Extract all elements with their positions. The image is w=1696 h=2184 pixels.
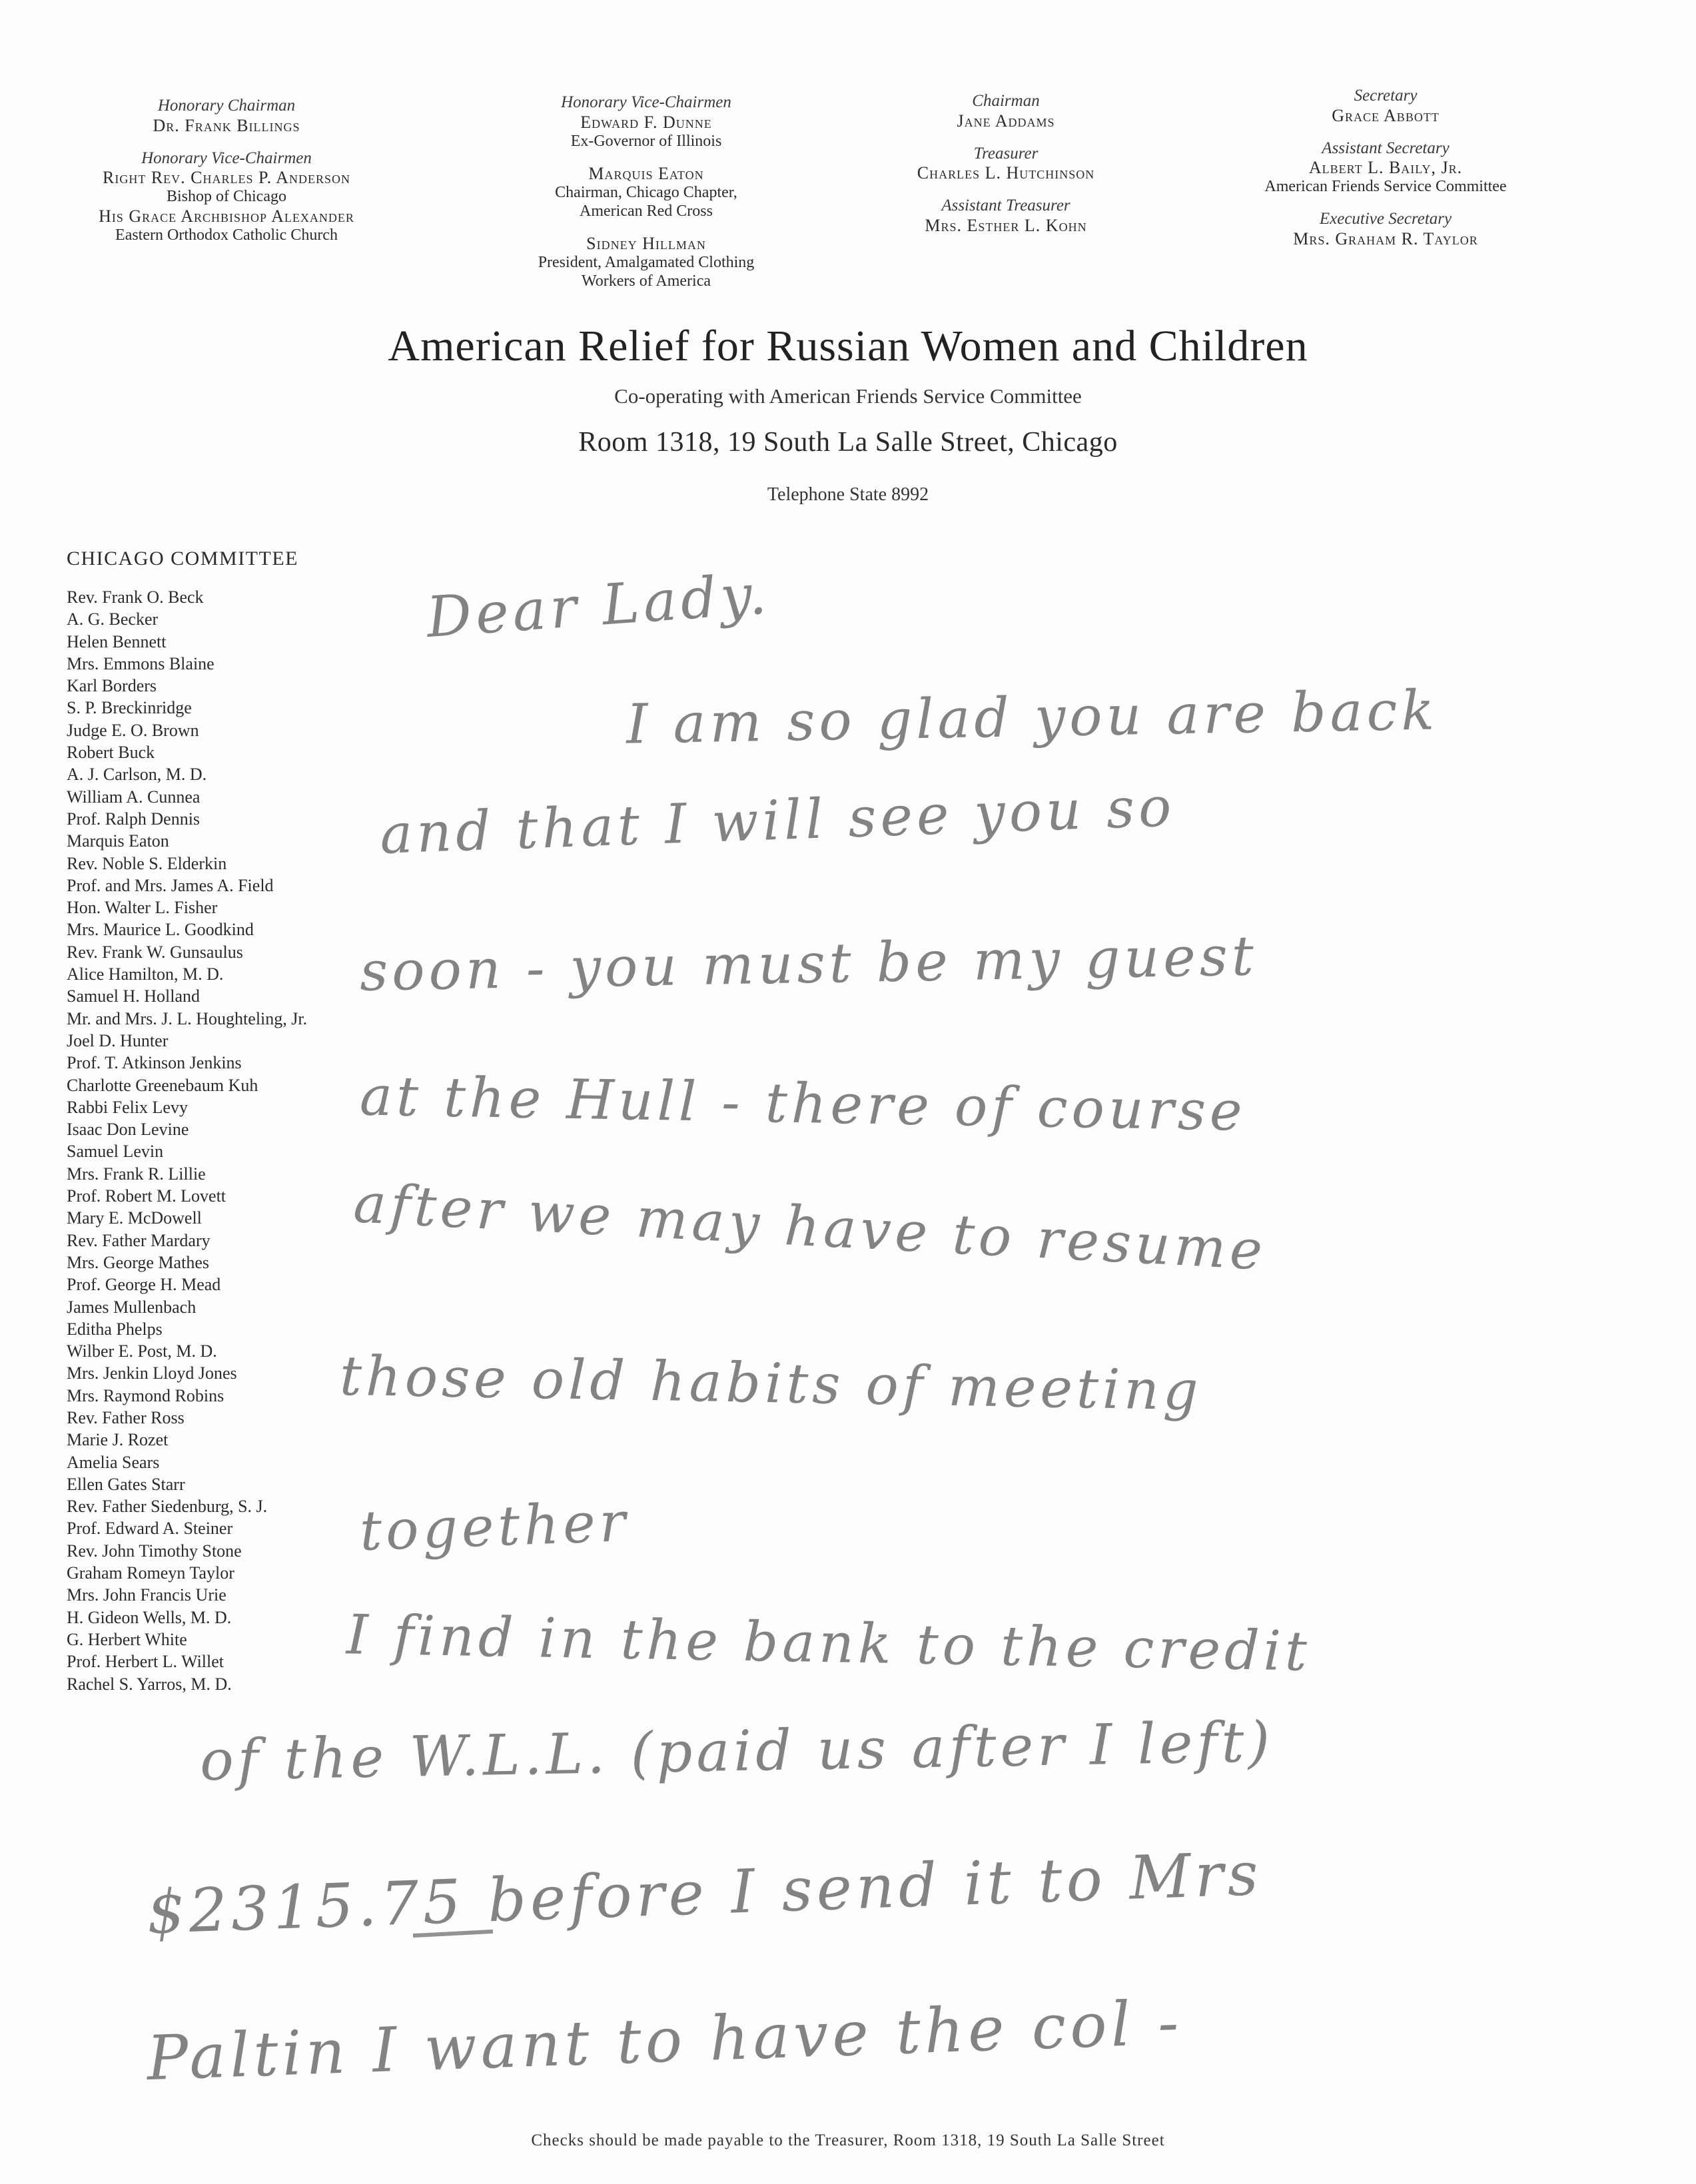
- committee-member: G. Herbert White: [67, 1629, 187, 1649]
- committee-member: Mrs. Maurice L. Goodkind: [67, 920, 254, 940]
- committee-member: S. P. Breckinridge: [67, 698, 192, 718]
- assistant-secretary-role: Assistant Secretary: [1322, 139, 1450, 157]
- honorary-chairman-role: Honorary Chairman: [157, 97, 296, 115]
- committee-member: Mrs. Frank R. Lillie: [67, 1164, 206, 1184]
- executive-secretary-role: Executive Secretary: [1319, 209, 1452, 228]
- committee-member: Rev. Frank O. Beck: [67, 587, 204, 607]
- handwritten-line: I am so glad you are back: [626, 679, 1439, 757]
- chairman-name: Jane Addams: [957, 111, 1055, 131]
- footer-note: Checks should be made payable to the Treasurer, Room 1318, 19 South La Salle Street: [531, 2131, 1165, 2149]
- secretary-name: Grace Abbott: [1332, 105, 1440, 125]
- vice-chairman-note: Chairman, Chicago Chapter,: [555, 184, 737, 202]
- committee-member: Mr. and Mrs. J. L. Houghteling, Jr.: [67, 1008, 308, 1028]
- committee-member: Rabbi Felix Levy: [67, 1097, 188, 1117]
- vice-chairman-note: Eastern Orthodox Catholic Church: [115, 226, 338, 244]
- committee-member: Rev. Father Siedenburg, S. J.: [67, 1497, 268, 1517]
- vice-chairman-name: Marquis Eaton: [588, 164, 704, 184]
- vice-chairman-note: Ex-Governor of Illinois: [570, 132, 722, 150]
- assistant-treasurer-role: Assistant Treasurer: [941, 196, 1070, 215]
- handwritten-line: after we may have to resume: [352, 1172, 1268, 1283]
- committee-member: Prof. Ralph Dennis: [67, 809, 201, 829]
- vice-chairman-note: American Red Cross: [580, 202, 713, 220]
- committee-member: H. Gideon Wells, M. D.: [67, 1607, 232, 1627]
- committee-member: Mrs. Raymond Robins: [67, 1385, 224, 1405]
- committee-member: A. J. Carlson, M. D.: [67, 765, 207, 785]
- committee-member: Rev. Father Ross: [67, 1407, 185, 1427]
- treasurer-name: Charles L. Hutchinson: [917, 163, 1095, 183]
- committee-member: Joel D. Hunter: [67, 1030, 169, 1050]
- committee-member: Amelia Sears: [67, 1452, 160, 1472]
- organization-subtitle: Co-operating with American Friends Service Committee: [614, 384, 1082, 408]
- committee-member: Charlotte Greenebaum Kuh: [67, 1075, 258, 1095]
- committee-heading: CHICAGO COMMITTEE: [67, 547, 298, 569]
- committee-member: Mrs. George Mathes: [67, 1252, 209, 1272]
- vice-chairman-name: His Grace Archbishop Alexander: [99, 206, 354, 226]
- committee-member: Marie J. Rozet: [67, 1430, 169, 1450]
- committee-member: Prof. Edward A. Steiner: [67, 1519, 233, 1539]
- committee-member: Rev. Noble S. Elderkin: [67, 853, 227, 873]
- handwritten-line: of the W.L.L. (paid us after I left): [199, 1708, 1274, 1794]
- committee-member: Wilber E. Post, M. D.: [67, 1341, 217, 1361]
- treasurer-role: Treasurer: [973, 144, 1039, 163]
- honorary-chairman-name: Dr. Frank Billings: [153, 115, 300, 135]
- committee-member: Rachel S. Yarros, M. D.: [67, 1674, 232, 1694]
- committee-member: Graham Romeyn Taylor: [67, 1563, 234, 1583]
- committee-member: Prof. Robert M. Lovett: [67, 1186, 226, 1206]
- committee-member: Judge E. O. Brown: [67, 720, 199, 740]
- vice-chairman-name: Edward F. Dunne: [580, 112, 712, 132]
- vice-chairman-note: Workers of America: [582, 272, 711, 290]
- assistant-treasurer-name: Mrs. Esther L. Kohn: [925, 216, 1087, 236]
- committee-member: Isaac Don Levine: [67, 1120, 189, 1140]
- handwritten-line: $2315.75 before I send it to Mrs: [145, 1838, 1264, 1948]
- vice-chairman-note: President, Amalgamated Clothing: [538, 254, 755, 272]
- committee-member: Rev. John Timothy Stone: [67, 1541, 242, 1561]
- handwritten-line: I find in the bank to the credit: [346, 1603, 1312, 1684]
- organization-address: Room 1318, 19 South La Salle Street, Chicago: [578, 427, 1118, 458]
- committee-member: Robert Buck: [67, 743, 155, 763]
- committee-member: Hon. Walter L. Fisher: [67, 898, 218, 918]
- handwritten-line: Paltin I want to have the col -: [145, 1986, 1184, 2095]
- committee-member: James Mullenbach: [67, 1297, 197, 1317]
- executive-secretary-name: Mrs. Graham R. Taylor: [1293, 228, 1478, 248]
- committee-member: Mrs. Jenkin Lloyd Jones: [67, 1363, 237, 1383]
- committee-member: Ellen Gates Starr: [67, 1474, 185, 1494]
- vice-chairman-name: Sidney Hillman: [586, 234, 706, 254]
- handwritten-line: Dear Lady.: [424, 561, 773, 650]
- committee-member: Karl Borders: [67, 676, 157, 696]
- assistant-secretary-name: Albert L. Baily, Jr.: [1308, 158, 1463, 178]
- vice-chairman-note: Bishop of Chicago: [167, 188, 286, 206]
- committee-member: Rev. Father Mardary: [67, 1230, 211, 1250]
- committee-member: Helen Bennett: [67, 631, 167, 651]
- committee-member: Samuel Levin: [67, 1142, 164, 1162]
- chairman-role: Chairman: [972, 92, 1040, 110]
- committee-member: Mrs. John Francis Urie: [67, 1585, 226, 1605]
- handwritten-line: those old habits of meeting: [339, 1344, 1203, 1423]
- committee-member: Rev. Frank W. Gunsaulus: [67, 942, 243, 962]
- committee-member: Marquis Eaton: [67, 831, 169, 851]
- committee-member: Mary E. McDowell: [67, 1208, 202, 1228]
- committee-member: Mrs. Emmons Blaine: [67, 653, 214, 673]
- honorary-vice-chairmen-role: Honorary Vice-Chairmen: [561, 93, 731, 111]
- handwritten-line: together: [358, 1490, 631, 1564]
- committee-member: Editha Phelps: [67, 1319, 163, 1339]
- honorary-vice-chairmen-role: Honorary Vice-Chairmen: [141, 149, 312, 167]
- organization-phone: Telephone State 8992: [767, 484, 929, 505]
- committee-member: William A. Cunnea: [67, 787, 201, 807]
- vice-chairman-name: Right Rev. Charles P. Anderson: [103, 168, 350, 188]
- committee-member: Alice Hamilton, M. D.: [67, 964, 224, 984]
- committee-member: Prof. Herbert L. Willet: [67, 1652, 224, 1672]
- committee-member: Prof. George H. Mead: [67, 1275, 221, 1295]
- handwritten-line: soon - you must be my guest: [359, 924, 1258, 1004]
- committee-member: Prof. T. Atkinson Jenkins: [67, 1053, 242, 1073]
- committee-member: Prof. and Mrs. James A. Field: [67, 875, 274, 895]
- organization-title: American Relief for Russian Women and Children: [388, 322, 1308, 370]
- assistant-secretary-note: American Friends Service Committee: [1264, 178, 1507, 196]
- handwritten-line: and that I will see you so: [378, 775, 1176, 867]
- committee-member: A. G. Becker: [67, 609, 159, 629]
- secretary-role: Secretary: [1354, 87, 1418, 105]
- committee-member: Samuel H. Holland: [67, 986, 201, 1006]
- handwritten-line: at the Hull - there of course: [359, 1064, 1247, 1144]
